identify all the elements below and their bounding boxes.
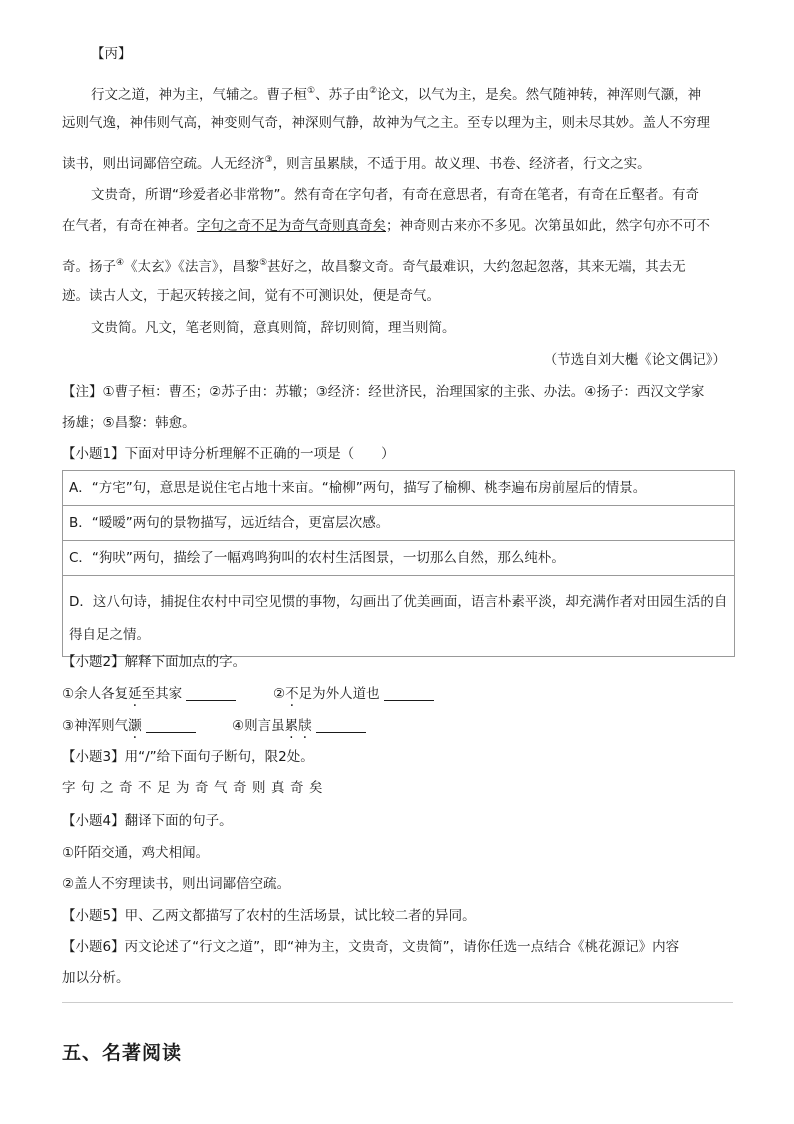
section-title: 五、名著阅读 xyxy=(62,1042,183,1064)
underlined-sentence: 字句之奇不足为奇气奇则真奇矣 xyxy=(197,218,386,234)
q2-item-3: ③神浑则气灏 xyxy=(62,716,196,736)
emphasis-dot-char: 延 xyxy=(128,686,142,702)
q4-sentence-1: ①阡陌交通，鸡犬相闻。 xyxy=(62,845,210,861)
passage-p3: 文贵简。凡文，笔老则简，意真则简，辞切则简，理当则简。 xyxy=(91,320,456,336)
footnote-marker: ⑤ xyxy=(259,258,268,268)
passage-p1-line3: 读书，则出词鄙倍空疏。人无经济③，则言虽累牍，不适于用。故义理、书卷、经济者，行文之实。 xyxy=(62,155,651,172)
q1-options-table xyxy=(62,470,735,657)
emphasis-dot-char: 牍 xyxy=(298,718,312,734)
passage-p1-line1: 行文之道，神为主，气辅之。曹子桓①、苏子由②论文，以气为主，是矣。然气随神转，神浑则气灏，神 xyxy=(91,86,702,103)
q3-sentence: 字句之奇不足为奇气奇则真奇矣 xyxy=(62,780,328,796)
q1-option-c[interactable]: C．“狗吠”两句，描绘了一幅鸡鸣狗叫的农村生活图景，一切那么自然，那么纯朴。 xyxy=(63,541,734,576)
passage-tag: 【丙】 xyxy=(91,46,132,62)
q2-item-2: ②不足为外人道也 xyxy=(273,684,434,704)
passage-p2-line1: 文贵奇，所谓“珍爱者必非常物”。然有奇在字句者，有奇在意思者，有奇在笔者，有奇在丘壑者。有奇 xyxy=(91,187,699,203)
footnote-marker: ② xyxy=(369,86,378,96)
divider xyxy=(62,1002,733,1003)
footnote-marker: ③ xyxy=(264,155,273,165)
passage-source: （节选自刘大櫆《论文偶记》） xyxy=(543,352,726,368)
emphasis-dot-char: 累 xyxy=(284,718,299,734)
emphasis-dot-char: 不 xyxy=(285,686,299,702)
note-line2: 扬雄；⑤昌黎：韩愈。 xyxy=(62,415,196,431)
answer-blank[interactable] xyxy=(186,686,236,701)
q1-option-a[interactable]: A．“方宅”句，意思是说住宅占地十来亩。“榆柳”两句，描写了榆柳、桃李遍布房前屋后的情景。 xyxy=(63,471,734,506)
q2-item-4: ④则言虽累牍 xyxy=(232,716,366,736)
q6-stem-line1: 【小题6】丙文论述了“行文之道”，即“神为主，文贵奇，文贵简”，请你任选一点结合《桃花源记》内容 xyxy=(62,939,680,955)
emphasis-dot-char: 灏 xyxy=(128,718,142,734)
q1-option-b[interactable]: B．“暧暧”两句的景物描写，远近结合，更富层次感。 xyxy=(63,506,734,541)
q3-stem: 【小题3】用“/”给下面句子断句，限2处。 xyxy=(62,749,314,765)
q2-item-1: ①余人各复延至其家 xyxy=(62,684,236,704)
q2-stem: 【小题2】解释下面加点的字。 xyxy=(62,654,247,670)
q6-stem-line2: 加以分析。 xyxy=(62,970,130,986)
q5-stem: 【小题5】甲、乙两文都描写了农村的生活场景，试比较二者的异同。 xyxy=(62,908,476,924)
q4-stem: 【小题4】翻译下面的句子。 xyxy=(62,813,233,829)
answer-blank[interactable] xyxy=(384,686,434,701)
passage-p1-line2: 远则气逸，神伟则气高，神变则气奇，神深则气静，故神为气之主。至专以理为主，则未尽其妙。盖人不穷理 xyxy=(62,115,710,131)
answer-blank[interactable] xyxy=(316,718,366,733)
q1-stem: 【小题1】下面对甲诗分析理解不正确的一项是（ ） xyxy=(62,446,395,462)
passage-p2-line3: 奇。扬子④《太玄》《法言》，昌黎⑤甚好之，故昌黎文奇。奇气最难识，大约忽起忽落，其来无端，其去无 xyxy=(62,258,686,275)
passage-p2-line4: 迹。读古人文，于起灭转接之间，觉有不可测识处，便是奇气。 xyxy=(62,288,440,304)
footnote-marker: ① xyxy=(307,86,316,96)
passage-p2-line2: 在气者，有奇在神者。字句之奇不足为奇气奇则真奇矣；神奇则古来亦不多见。次第虽如此，然字句亦不可不 xyxy=(62,218,710,234)
q1-option-d[interactable]: D．这八句诗，捕捉住农村中司空见惯的事物，勾画出了优美画面，语言朴素平淡，却充满作者对田园生活的自得自足之情。 xyxy=(69,594,728,643)
footnote-marker: ④ xyxy=(116,258,125,268)
answer-blank[interactable] xyxy=(146,718,196,733)
note-line1: 【注】①曹子桓：曹丕；②苏子由：苏辙；③经济：经世济民，治理国家的主张、办法。④扬子：西汉文学家 xyxy=(62,384,705,400)
q4-sentence-2: ②盖人不穷理读书，则出词鄙倍空疏。 xyxy=(62,876,291,892)
